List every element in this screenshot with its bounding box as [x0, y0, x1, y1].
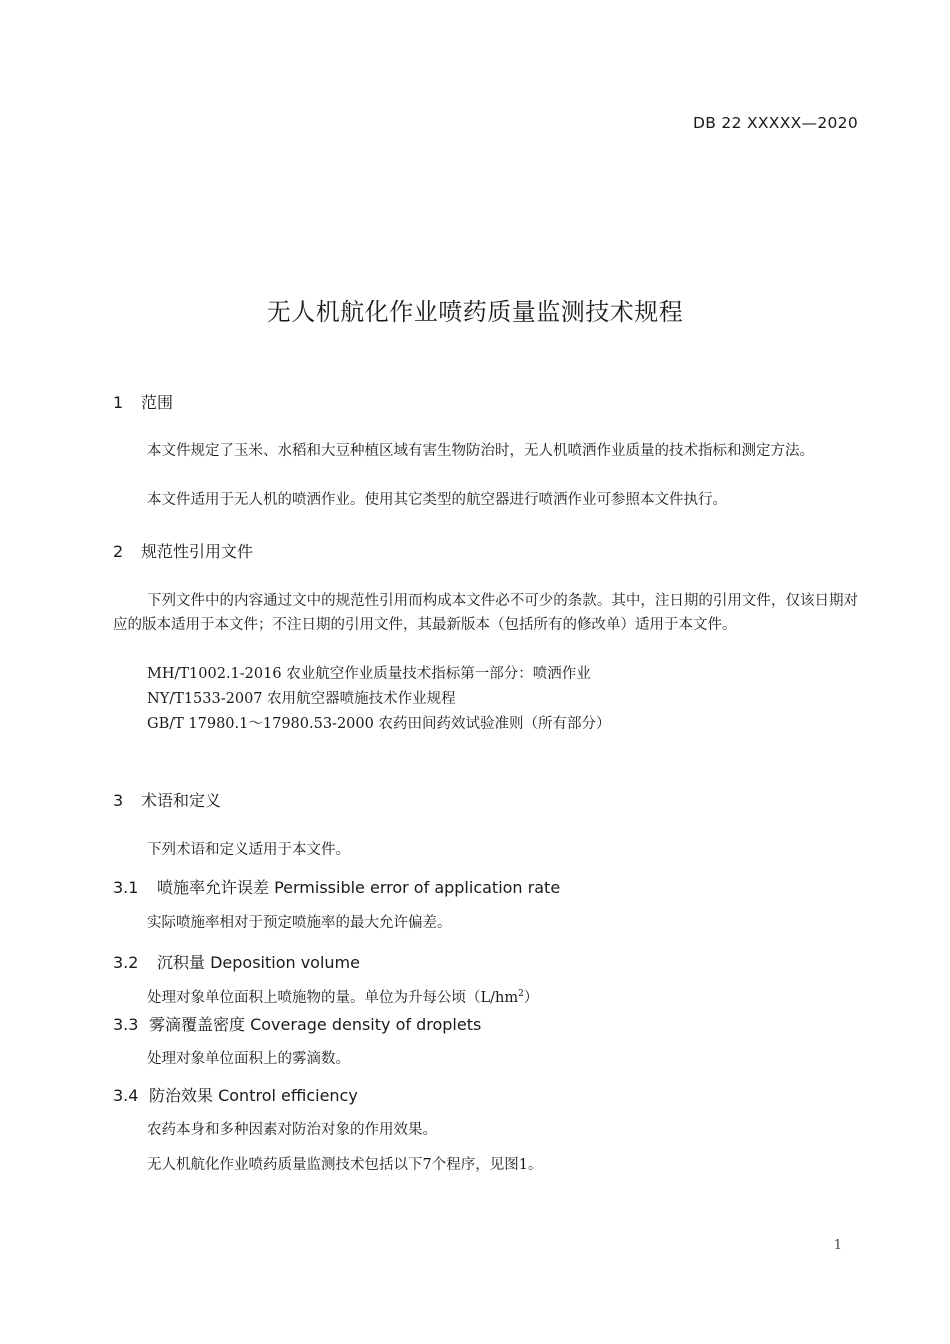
term-title: 沉积量 Deposition volume: [157, 953, 360, 972]
section-number: 3: [113, 791, 124, 810]
term-heading: [113, 1012, 481, 1035]
section-number: 2: [113, 542, 124, 561]
section-1-heading: [113, 390, 173, 413]
term-heading: [113, 950, 360, 973]
section-3-heading: [113, 788, 221, 811]
term-definition-text: 处理对象单位面积上喷施物的量。单位为升每公顷（L/hm: [147, 990, 519, 1006]
term-definition: [113, 986, 858, 1010]
superscript: 2: [518, 989, 524, 1000]
paragraph: 下列术语和定义适用于本文件。: [147, 842, 350, 858]
paragraph: 下列文件中的内容通过文中的规范性引用而构成本文件必不可少的条款。其中，注日期的引用文件，仅该日期对应的版本适用于本文件；不注日期的引用文件，其最新版本（包括所有的修改单）适用于本文件。: [113, 593, 858, 633]
section-title: 规范性引用文件: [141, 542, 254, 561]
term-definition-end: ）: [523, 990, 539, 1006]
page-title: 无人机航化作业喷药质量监测技术规程: [266, 298, 684, 326]
reference-item: GB/T 17980.1～17980.53-2000 农药田间药效试验准则（所有部分）: [147, 716, 611, 732]
term-definition: 农药本身和多种因素对防治对象的作用效果。: [147, 1122, 437, 1138]
section-number: 1: [113, 393, 124, 412]
term-definition: 实际喷施率相对于预定喷施率的最大允许偏差。: [147, 915, 452, 931]
term-title: 雾滴覆盖密度 Coverage density of droplets: [149, 1015, 482, 1034]
term-heading: [113, 875, 560, 898]
paragraph: 本文件规定了玉米、水稻和大豆种植区域有害生物防治时，无人机喷洒作业质量的技术指标和测定方法。: [147, 443, 814, 459]
paragraph: 无人机航化作业喷药质量监测技术包括以下7个程序，见图1。: [147, 1157, 543, 1173]
document-code: DB 22 XXXXX—2020: [693, 114, 858, 132]
term-definition: 处理对象单位面积上的雾滴数。: [147, 1051, 350, 1067]
reference-item: MH/T1002.1-2016 农业航空作业质量技术指标第一部分：喷洒作业: [147, 666, 591, 682]
term-number: 3.3: [113, 1015, 139, 1034]
term-number: 3.1: [113, 878, 139, 897]
section-title: 范围: [141, 393, 174, 412]
page-number: 1: [833, 1238, 842, 1253]
paragraph: 本文件适用于无人机的喷洒作业。使用其它类型的航空器进行喷洒作业可参照本文件执行。: [147, 492, 727, 508]
term-number: 3.4: [113, 1086, 139, 1105]
section-2-heading: [113, 539, 253, 562]
term-heading: [113, 1083, 358, 1106]
reference-item: NY/T1533-2007 农用航空器喷施技术作业规程: [147, 691, 456, 707]
section-title: 术语和定义: [141, 791, 222, 810]
term-title: 防治效果 Control efficiency: [149, 1086, 358, 1105]
term-title: 喷施率允许误差 Permissible error of application rate: [157, 878, 561, 897]
term-number: 3.2: [113, 953, 139, 972]
